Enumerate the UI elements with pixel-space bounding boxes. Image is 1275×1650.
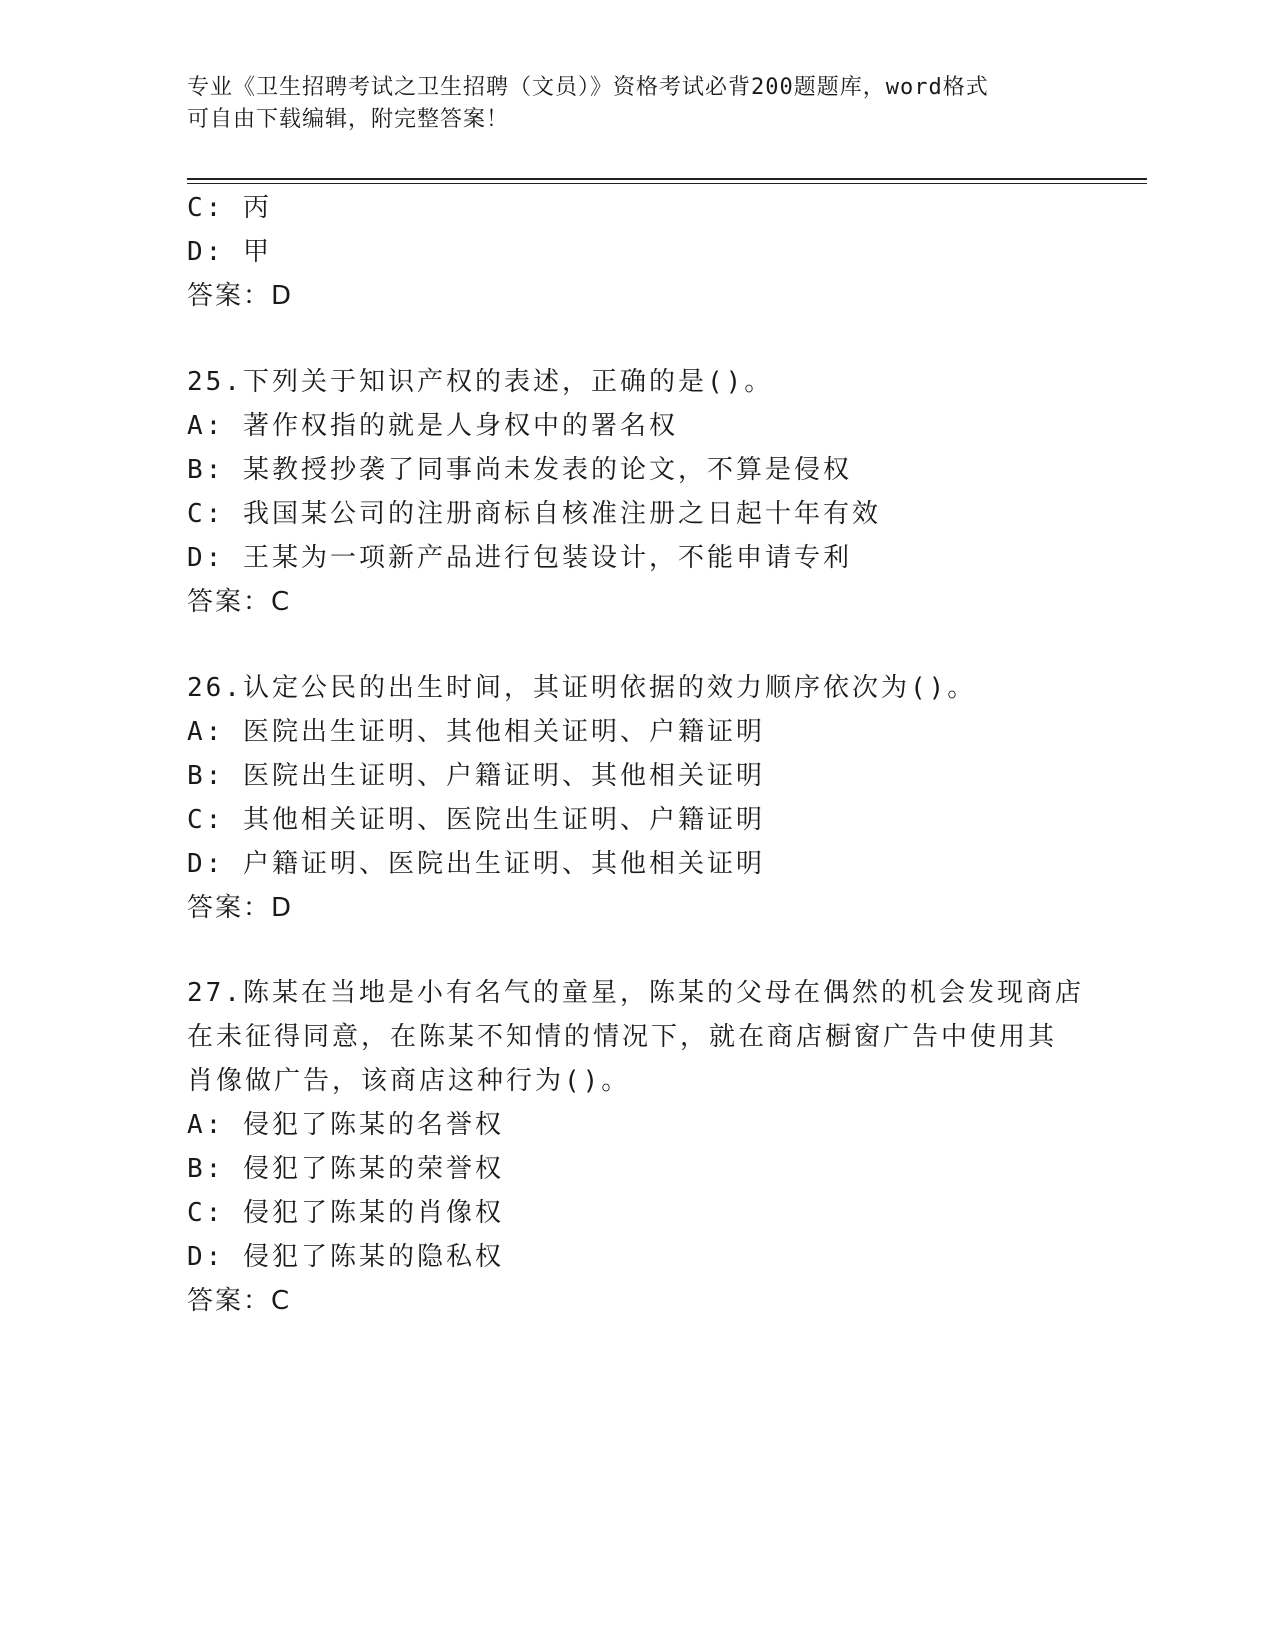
- question-25-option-d: D: 王某为一项新产品进行包装设计，不能申请专利: [187, 543, 852, 573]
- prev-option-c: C: 丙: [187, 193, 272, 223]
- document-header: [187, 72, 1087, 136]
- header-line-1: 专业《卫生招聘考试之卫生招聘（文员）》资格考试必背200题题库，word格式: [187, 75, 989, 100]
- question-26-answer: 答案：D: [187, 893, 294, 923]
- header-line-2: 可自由下载编辑，附完整答案！: [187, 107, 510, 132]
- prev-answer: 答案：D: [187, 281, 294, 311]
- question-26-option-a: A: 医院出生证明、其他相关证明、户籍证明: [187, 717, 765, 747]
- question-25-option-b: B: 某教授抄袭了同事尚未发表的论文，不算是侵权: [187, 455, 852, 485]
- prev-option-d: D: 甲: [187, 237, 272, 267]
- question-27-option-d: D: 侵犯了陈某的隐私权: [187, 1242, 504, 1272]
- question-27-stem-line-3: 肖像做广告，该商店这种行为()。: [187, 1066, 631, 1096]
- header-divider-thin: [187, 183, 1147, 184]
- question-27-stem-line-2: 在未征得同意，在陈某不知情的情况下，就在商店橱窗广告中使用其: [187, 1022, 1058, 1052]
- question-27-option-b: B: 侵犯了陈某的荣誉权: [187, 1154, 504, 1184]
- header-divider: [187, 178, 1147, 180]
- question-27-option-c: C: 侵犯了陈某的肖像权: [187, 1198, 504, 1228]
- question-26-stem: 26.认定公民的出生时间，其证明依据的效力顺序依次为()。: [187, 673, 977, 703]
- question-25-answer: 答案：C: [187, 587, 292, 617]
- question-25-option-a: A: 著作权指的就是人身权中的署名权: [187, 411, 678, 441]
- question-25-option-c: C: 我国某公司的注册商标自核准注册之日起十年有效: [187, 499, 881, 529]
- question-26-option-c: C: 其他相关证明、医院出生证明、户籍证明: [187, 805, 765, 835]
- question-27-option-a: A: 侵犯了陈某的名誉权: [187, 1110, 504, 1140]
- question-27-answer: 答案：C: [187, 1286, 292, 1316]
- question-27-stem-line-1: 27.陈某在当地是小有名气的童星，陈某的父母在偶然的机会发现商店: [187, 978, 1084, 1008]
- question-26-option-d: D: 户籍证明、医院出生证明、其他相关证明: [187, 849, 765, 879]
- question-26-option-b: B: 医院出生证明、户籍证明、其他相关证明: [187, 761, 765, 791]
- question-25-stem: 25.下列关于知识产权的表述，正确的是()。: [187, 367, 774, 397]
